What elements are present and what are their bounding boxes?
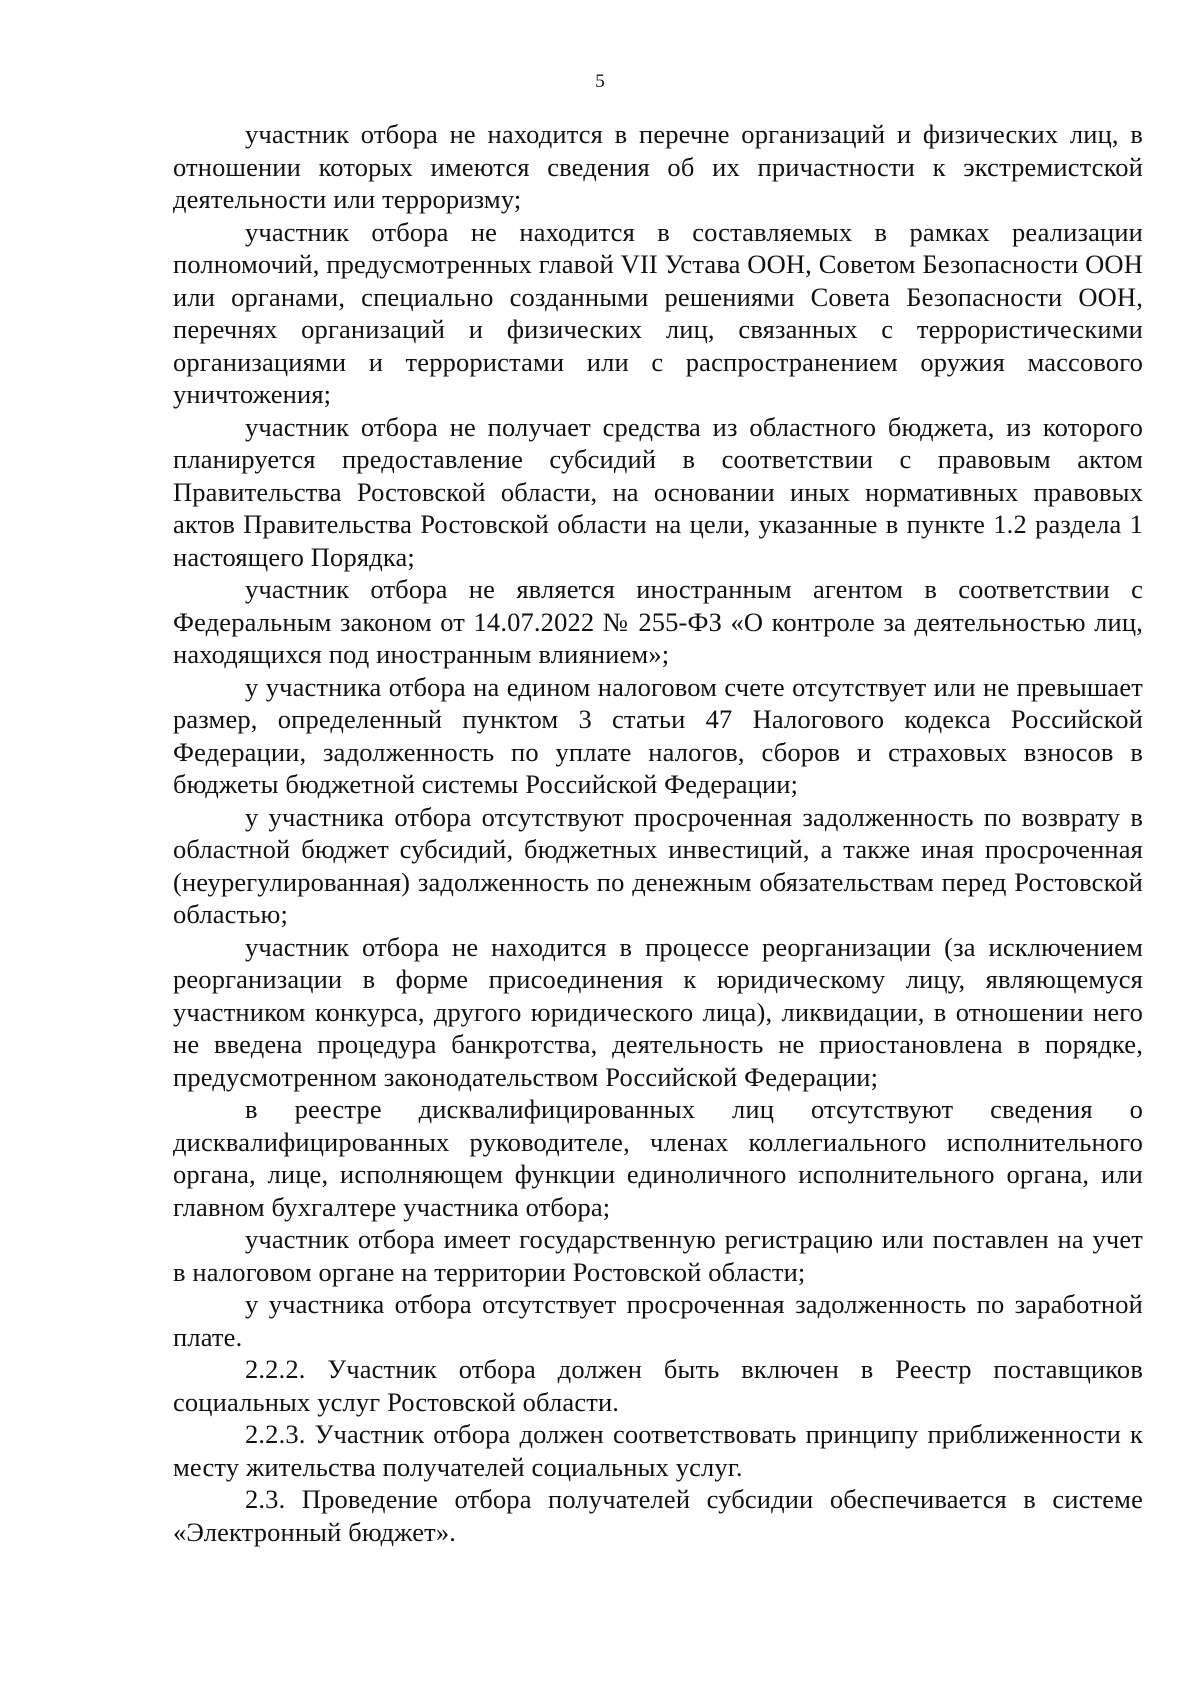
paragraph-no-regional-budget-funds: участник отбора не получает средства из областного бюджета, из которого планируется предоставление субсидий в соответствии с правовым актом Правительства Ростовской области, на основании иных нормативных правовых актов Правительства Ростовской области на цели, указанные в пункте 1.2 раздела 1 настоящего Порядка;: [173, 411, 1143, 572]
paragraph-reorganization: участник отбора не находится в процессе реорганизации (за исключением реорганизации в форме присоединения к юридическому лицу, являющемуся участником конкурса, другого юридического лица), ликвидации, в отношении него не введена процедура банкротства, деятельность не приостановлена в порядке, предусмотренном законодательством Российской Федерации;: [173, 931, 1143, 1092]
document-body: [173, 118, 1143, 1548]
paragraph-2-2-3: 2.2.3. Участник отбора должен соответствовать принципу приближенности к месту жительства получателей социальных услуг.: [173, 1419, 1143, 1482]
paragraph-un-sanctions-list: участник отбора не находится в составляемых в рамках реализации полномочий, предусмотренных главой VII Устава ООН, Советом Безопасности ООН или органами, специально созданными решениями Совета Безопасности ООН, перечнях организаций и физических лиц, связанных с террористическими организациями и террористами или с распространением оружия массового уничтожения;: [173, 216, 1143, 409]
paragraph-2-2-2: 2.2.2. Участник отбора должен быть включен в Реестр поставщиков социальных услуг Ростовской области.: [173, 1354, 1143, 1417]
page-number: 5: [595, 71, 605, 92]
paragraph-overdue-debt: у участника отбора отсутствуют просроченная задолженность по возврату в областной бюджет субсидий, бюджетных инвестиций, а также иная просроченная (неурегулированная) задолженность по денежным обязательствам перед Ростовской областью;: [173, 801, 1143, 929]
paragraph-disqualified-persons: в реестре дисквалифицированных лиц отсутствуют сведения о дисквалифицированных руководителе, членах коллегиального исполнительного органа, лице, исполняющем функции единоличного исполнительного органа, или главном бухгалтере участника отбора;: [173, 1094, 1143, 1222]
paragraph-state-registration: участник отбора имеет государственную регистрацию или поставлен на учет в налоговом органе на территории Ростовской области;: [173, 1224, 1143, 1287]
paragraph-extremism-list: участник отбора не находится в перечне организаций и физических лиц, в отношении которых имеются сведения об их причастности к экстремистской деятельности или терроризму;: [173, 119, 1143, 214]
paragraph-salary-debt: у участника отбора отсутствует просроченная задолженность по заработной плате.: [173, 1289, 1143, 1352]
paragraph-2-3: 2.3. Проведение отбора получателей субсидии обеспечивается в системе «Электронный бюджет».: [173, 1484, 1143, 1547]
paragraph-foreign-agent: участник отбора не является иностранным агентом в соответствии с Федеральным законом от 14.07.2022 № 255-ФЗ «О контроле за деятельностью лиц, находящихся под иностранным влиянием»;: [173, 574, 1143, 669]
paragraph-tax-debt: у участника отбора на едином налоговом счете отсутствует или не превышает размер, определенный пунктом 3 статьи 47 Налогового кодекса Российской Федерации, задолженность по уплате налогов, сборов и страховых взносов в бюджеты бюджетной системы Российской Федерации;: [173, 671, 1143, 799]
